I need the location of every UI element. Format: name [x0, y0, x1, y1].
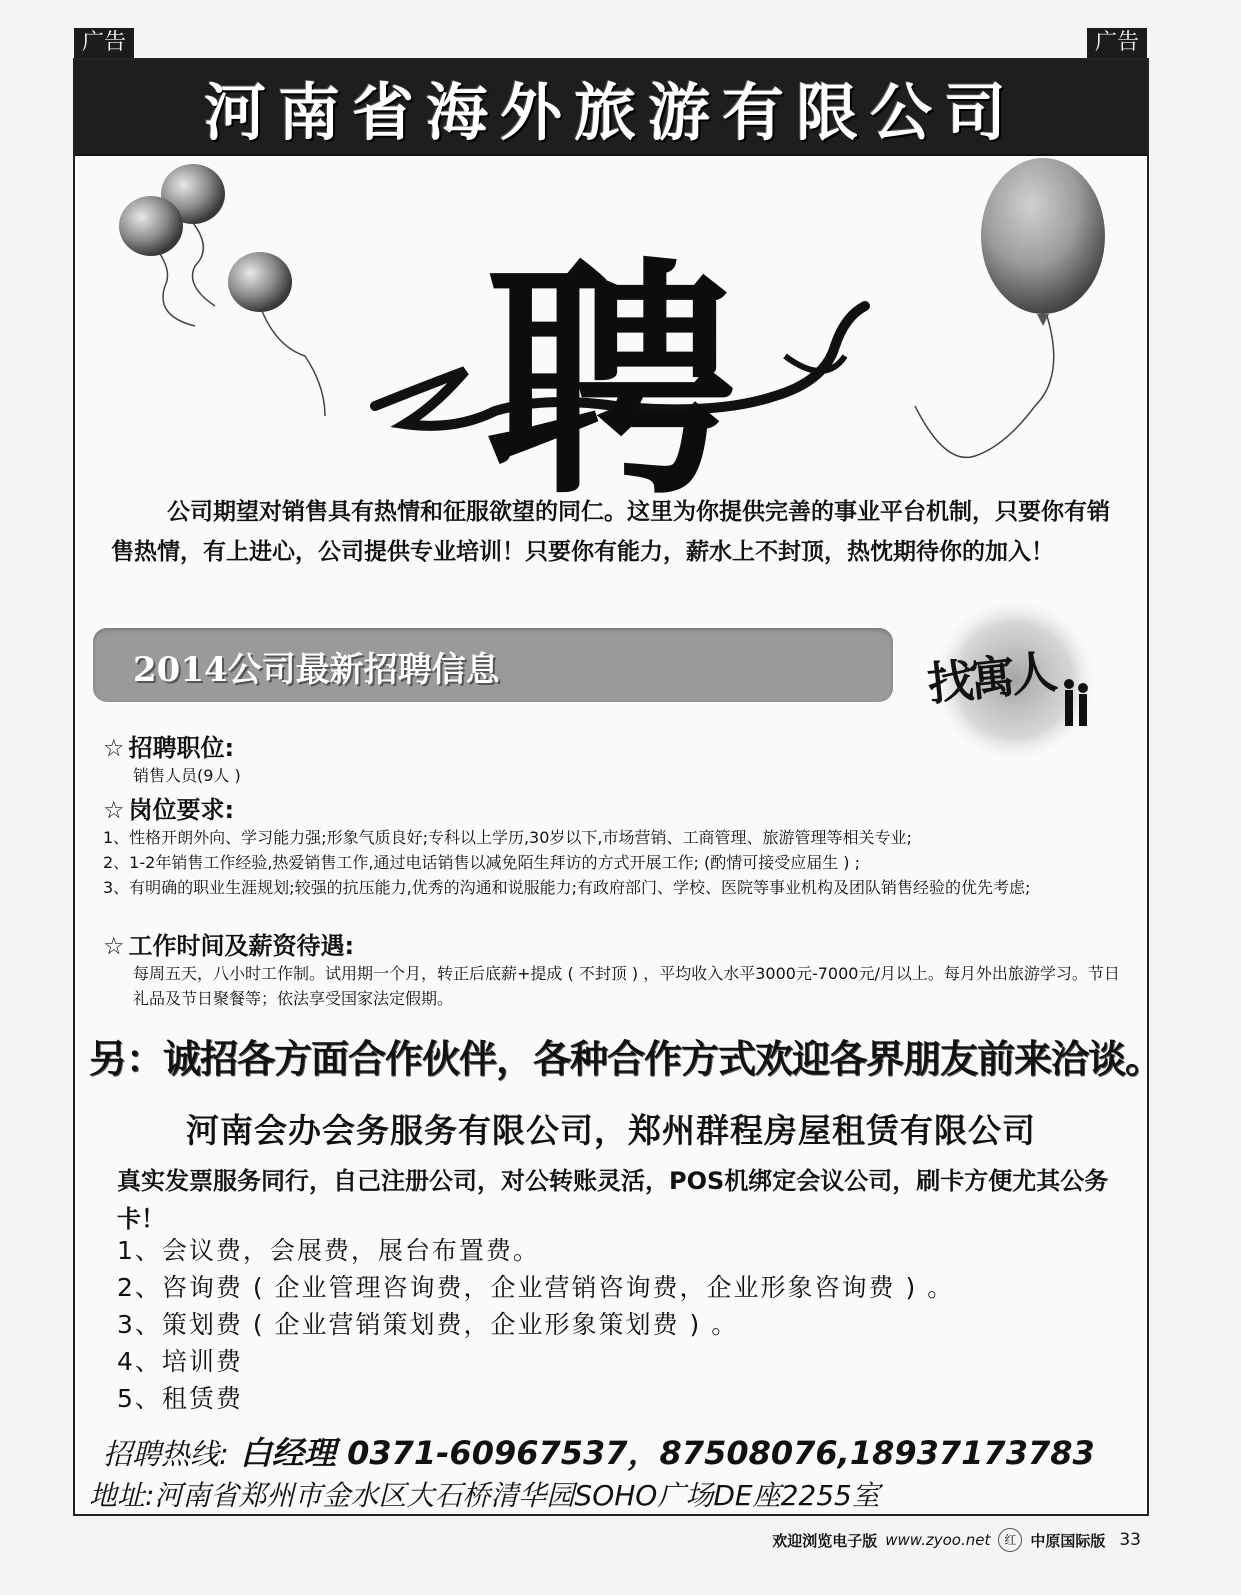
worktime-heading: ☆ 工作时间及薪资待遇: — [103, 932, 355, 960]
logo-text: 找寓人 — [924, 644, 1056, 712]
hotline — [103, 1428, 1095, 1474]
star-icon: ☆ — [103, 796, 125, 824]
recruit-info-bar — [93, 628, 893, 702]
intro-text: 公司期望对销售具有热情和征服欲望的同仁。这里为你提供完善的事业平台机制，只要你有销售热情，有上进心，公司提供专业培训！只要你有能力，薪水上不封顶，热忱期待你的加入！ — [111, 499, 1110, 565]
ad-tag-right: 广告 — [1087, 28, 1147, 58]
requirements-heading: ☆ 岗位要求: — [103, 796, 235, 824]
hotline-numbers: 0371-60967537，87508076,18937173783 — [347, 1434, 1095, 1472]
positions-section — [103, 728, 1123, 788]
worktime-section — [103, 926, 1123, 1011]
ad-tag-left: 广告 — [74, 28, 134, 58]
footer-edition: 中原国际版 — [1030, 1531, 1106, 1550]
positions-heading: ☆ 招聘职位: — [103, 734, 235, 762]
fee-list-item: 4、培训费 — [117, 1347, 243, 1376]
requirement-item: 2、1-2年销售工作经验,热爱销售工作,通过电话销售以减免陌生拜访的方式开展工作; (酌情可接受应届生 ) ; — [103, 853, 861, 872]
company-banner — [75, 60, 1147, 156]
hire-character: 聘 — [485, 234, 735, 528]
fee-list-item: 2、咨询费 ( 企业管理咨询费，企业营销咨询费，企业形象咨询费 ) 。 — [117, 1273, 955, 1302]
company-title: 河南省海外旅游有限公司 — [203, 75, 1018, 149]
red-circle-icon: 红 — [998, 1528, 1022, 1552]
page-number: 33 — [1119, 1530, 1141, 1550]
hotline-contact: 白经理 — [239, 1434, 336, 1472]
hero-area — [75, 156, 1147, 528]
services-paragraph: 真实发票服务同行，自己注册公司，对公转账灵活，POS机绑定会议公司，刷卡方便尤其公务卡！ — [117, 1167, 1109, 1233]
page-footer — [772, 1528, 1141, 1552]
recruit-info-title: 2014公司最新招聘信息 — [133, 650, 500, 690]
requirement-item: 3、有明确的职业生涯规划;较强的抗压能力,优秀的沟通和说服能力;有政府部门、学校、医院等事业机构及团队销售经验的优先考虑; — [103, 878, 1031, 897]
star-icon: ☆ — [103, 932, 125, 960]
partner-companies: 河南会办会务服务有限公司，郑州群程房屋租赁有限公司 — [186, 1111, 1036, 1150]
footer-site-link[interactable]: www.zyoo.net — [885, 1531, 991, 1549]
fee-list-item: 1、会议费，会展费，展台布置费。 — [117, 1236, 540, 1265]
footer-welcome: 欢迎浏览电子版 — [772, 1531, 878, 1550]
hotline-label: 招聘热线: — [103, 1437, 229, 1471]
star-icon: ☆ — [103, 734, 125, 762]
requirements-section — [103, 790, 1123, 900]
big-balloon-icon — [915, 158, 1105, 457]
intro-paragraph — [111, 492, 1121, 572]
ad-frame — [73, 58, 1163, 1516]
address: 地址:河南省郑州市金水区大石桥清华园SOHO广场DE座2255室 — [89, 1479, 880, 1512]
worktime-body: 每周五天，八小时工作制。试用期一个月，转正后底薪+提成 ( 不封顶 ) ，平均收入水平3000元-7000元/月以上。每月外出旅游学习。节日礼品及节日聚餐等；依法享受国家法定假期。 — [133, 964, 1120, 1008]
positions-body: 销售人员(9人 ) — [133, 766, 241, 785]
fee-list-item: 5、租赁费 — [117, 1384, 243, 1413]
fee-list — [117, 1232, 954, 1417]
requirement-item: 1、性格开朗外向、学习能力强;形象气质良好;专科以上学历,30岁以下,市场营销、工商管理、旅游管理等相关专业; — [103, 828, 912, 847]
partnership-notice: 另：诚招各方面合作伙伴，各种合作方式欢迎各界朋友前来洽谈。 — [89, 1037, 1163, 1081]
fee-list-item: 3、策划费 ( 企业营销策划费，企业形象策划费 ) 。 — [117, 1310, 739, 1339]
balloon-icon — [119, 164, 325, 416]
